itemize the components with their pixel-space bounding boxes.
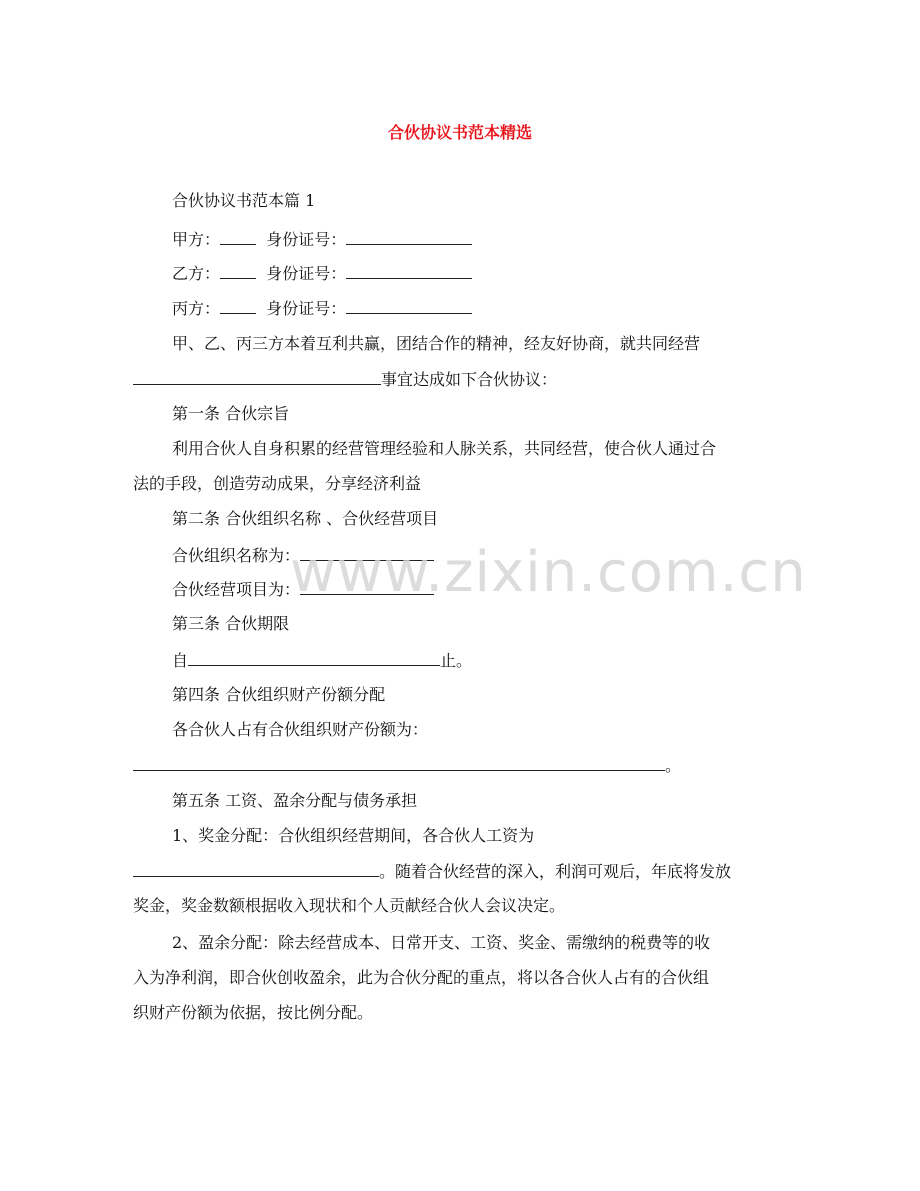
party-b-id-blank <box>346 262 472 279</box>
share-blank <box>133 754 665 771</box>
party-c-id-label: 身份证号： <box>266 299 347 318</box>
bonus-line-1: 1、奖金分配：合伙组织经营期间，各合伙人工资为 <box>172 826 535 845</box>
party-b-label: 乙方： <box>172 264 221 283</box>
article-1-heading: 第一条 合伙宗旨 <box>172 404 290 423</box>
party-a-line <box>172 228 472 251</box>
article-4-line-1: 各合伙人占有合伙组织财产份额为： <box>172 720 429 739</box>
term-line <box>172 649 472 672</box>
bonus-line-2 <box>133 860 731 883</box>
surplus-line-3: 织财产份额为依据，按比例分配。 <box>133 1003 374 1022</box>
org-name-line <box>172 544 434 567</box>
party-c-id-blank <box>346 297 472 314</box>
org-name-label: 合伙组织名称为： <box>172 546 301 565</box>
article-5-heading: 第五条 工资、盈余分配与债务承担 <box>172 791 418 810</box>
business-blank <box>133 368 381 385</box>
term-blank <box>188 649 440 666</box>
party-a-id-label: 身份证号： <box>266 230 347 249</box>
party-c-name-blank <box>220 297 256 314</box>
party-b-id-label: 身份证号： <box>266 264 347 283</box>
document-title: 合伙协议书范本精选 <box>387 123 532 142</box>
article-3-heading: 第三条 合伙期限 <box>172 614 290 633</box>
article-4-line-2 <box>133 754 681 777</box>
party-c-label: 丙方： <box>172 299 221 318</box>
article-4-heading: 第四条 合伙组织财产份额分配 <box>172 685 386 704</box>
intro-line-2 <box>133 368 557 391</box>
surplus-line-1: 2、盈余分配：除去经营成本、日常开支、工资、奖金、需缴纳的税费等的收 <box>172 933 711 952</box>
intro-line-1: 甲、乙、丙三方本着互利共赢，团结合作的精神，经友好协商，就共同经营 <box>172 334 701 353</box>
party-a-label: 甲方： <box>172 230 221 249</box>
surplus-line-2: 入为净利润，即合伙创收盈余，此为合伙分配的重点，将以各合伙人占有的合伙组 <box>133 968 710 987</box>
term-from-label: 自 <box>172 651 189 670</box>
article-1-line-1: 利用合伙人自身积累的经营管理经验和人脉关系，共同经营，使合伙人通过合 <box>172 439 717 458</box>
org-project-label: 合伙经营项目为： <box>172 580 301 599</box>
term-to-label: 止。 <box>440 651 473 670</box>
watermark: www.zixin.com.cn <box>290 540 807 605</box>
party-a-id-blank <box>346 228 472 245</box>
article-1-line-2: 法的手段，创造劳动成果，分享经济利益 <box>133 474 422 493</box>
org-project-blank <box>300 578 434 595</box>
party-a-name-blank <box>220 228 256 245</box>
party-c-line <box>172 297 472 320</box>
article-2-heading: 第二条 合伙组织名称 、合伙经营项目 <box>172 509 439 528</box>
party-b-line <box>172 262 472 285</box>
bonus-line-2-text: 。随着合伙经营的深入，利润可观后，年底将发放 <box>379 862 732 881</box>
salary-blank <box>133 860 379 877</box>
intro-line-2-text: 事宜达成如下合伙协议： <box>381 370 558 389</box>
party-b-name-blank <box>220 262 256 279</box>
org-name-blank <box>300 544 434 561</box>
org-project-line <box>172 578 434 601</box>
bonus-line-3: 奖金，奖金数额根据收入现状和个人贡献经合伙人会议决定。 <box>133 896 566 915</box>
article-4-line-2-text: 。 <box>665 756 682 775</box>
section-heading: 合伙协议书范本篇 1 <box>172 191 316 210</box>
